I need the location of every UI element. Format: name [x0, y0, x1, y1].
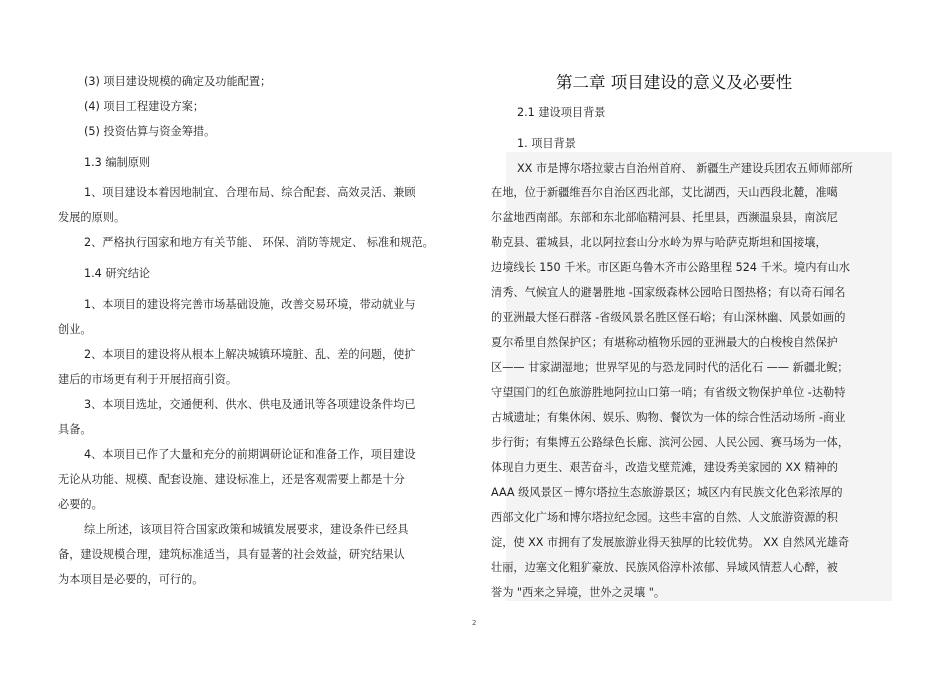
- paragraph-line: 创业。: [58, 323, 92, 336]
- paragraph-line: 无论从功能、规模、配套设施、建设标准上，还是客观需要上都是十分: [58, 473, 405, 486]
- paragraph-line: 边境线长 150 千米。市区距乌鲁木齐市公路里程 524 千米。境内有山水: [491, 261, 850, 274]
- paragraph-line: 西部文化广场和博尔塔拉纪念园。这些丰富的自然、人文旅游资源的积: [491, 511, 838, 524]
- paragraph-line: 夏尔希里自然保护区；有堪称动植物乐园的亚洲最大的白梭梭自然保护: [491, 336, 838, 349]
- paragraph-line: 2、本项目的建设将从根本上解决城镇环境脏、乱、差的问题，使扩: [84, 348, 416, 361]
- paragraph-line: 为本项目是必要的，可行的。: [58, 573, 204, 586]
- paragraph-line: 古城遗址；有集休闲、娱乐、购物、餐饮为一体的综合性活动场所 -商业: [491, 411, 846, 424]
- paragraph-line: 必要的。: [58, 498, 103, 511]
- paragraph-line: 在地，位于新疆维吾尔自治区西北部，艾比湖西，天山西段北麓，准噶: [491, 186, 838, 199]
- paragraph-line: 体现自力更生、艰苦奋斗，改造戈壁荒滩，建设秀美家园的 XX 精神的: [491, 461, 838, 474]
- section-heading-1-4: 1.4 研究结论: [84, 267, 151, 280]
- paragraph-line: 综上所述，该项目符合国家政策和城镇发展要求，建设条件已经具: [84, 523, 409, 536]
- subsection-heading: 1. 项目背景: [517, 137, 576, 150]
- paragraph-line: AAA 级风景区－博尔塔拉生态旅游景区；城区内有民族文化色彩浓厚的: [491, 486, 843, 499]
- paragraph-line: 守望国门的红色旅游胜地阿拉山口第一哨；有省级文物保护单位 -达勒特: [491, 386, 846, 399]
- paragraph-line: 的亚洲最大怪石群落 -省级风景名胜区怪石峪；有山深林幽、风景如画的: [491, 311, 846, 324]
- paragraph-line: 壮丽，边塞文化粗犷豪放、民族风俗淳朴浓郁、异域风情惹人心醉，被: [491, 561, 838, 574]
- paragraph-line: 步行街；有集博五公路绿色长廊、滨河公园、人民公园、赛马场为一体，: [491, 436, 850, 449]
- paragraph-line: 发展的原则。: [58, 211, 126, 224]
- right-column: [491, 0, 896, 673]
- list-item-5: (5) 投资估算与资金筹措。: [84, 125, 216, 138]
- paragraph-line: 誉为 "西来之异境，世外之灵壤 "。: [491, 586, 666, 599]
- chapter-title: 第二章 项目建设的意义及必要性: [556, 73, 793, 92]
- paragraph-line: 1、项目建设本着因地制宜、合理布局、综合配套、高效灵活、兼顾: [84, 186, 416, 199]
- list-item-3: (3) 项目建设规模的确定及功能配置；: [84, 75, 272, 88]
- paragraph-line: 尔盆地西南部。东部和东北部临精河县、托里县，西濒温泉县，南滨尼: [491, 211, 838, 224]
- list-item-4: (4) 项目工程建设方案；: [84, 100, 205, 113]
- section-heading-2-1: 2.1 建设项目背景: [517, 106, 606, 119]
- paragraph-line: 4、本项目已作了大量和充分的前期调研论证和准备工作，项目建设: [84, 448, 416, 461]
- paragraph-line: 1、本项目的建设将完善市场基础设施，改善交易环境，带动就业与: [84, 298, 416, 311]
- paragraph-line: 淀，使 XX 市拥有了发展旅游业得天独厚的比较优势。 XX 自然风光雄奇: [491, 536, 850, 549]
- left-column: [58, 0, 463, 673]
- page-number: 2: [472, 619, 477, 627]
- paragraph-line: 备，建设规模合理，建筑标准适当，具有显著的社会效益，研究结果认: [58, 548, 405, 561]
- paragraph-line: 勒克县、霍城县，北以阿拉套山分水岭为界与哈萨克斯坦和国接壤，: [491, 236, 827, 249]
- paragraph-line: 3、本项目选址，交通便利、供水、供电及通讯等各项建设条件均已: [84, 398, 416, 411]
- paragraph-line: 区—— 甘家湖湿地；世界罕见的与恐龙同时代的活化石 —— 新疆北鲵；: [491, 361, 849, 374]
- section-heading-1-3: 1.3 编制原则: [84, 156, 151, 169]
- paragraph-line: 清秀、气候宜人的避暑胜地 -国家级森林公园哈日图热格；有以奇石闻名: [491, 286, 846, 299]
- paragraph-line: XX 市是博尔塔拉蒙古自治州首府、 新疆生产建设兵团农五师师部所: [517, 162, 853, 175]
- paragraph-line: 具备。: [58, 423, 92, 436]
- paragraph-line: 建后的市场更有利于开展招商引资。: [58, 373, 238, 386]
- paragraph-line: 2、严格执行国家和地方有关节能、 环保、消防等规定、 标准和规范。: [84, 236, 434, 249]
